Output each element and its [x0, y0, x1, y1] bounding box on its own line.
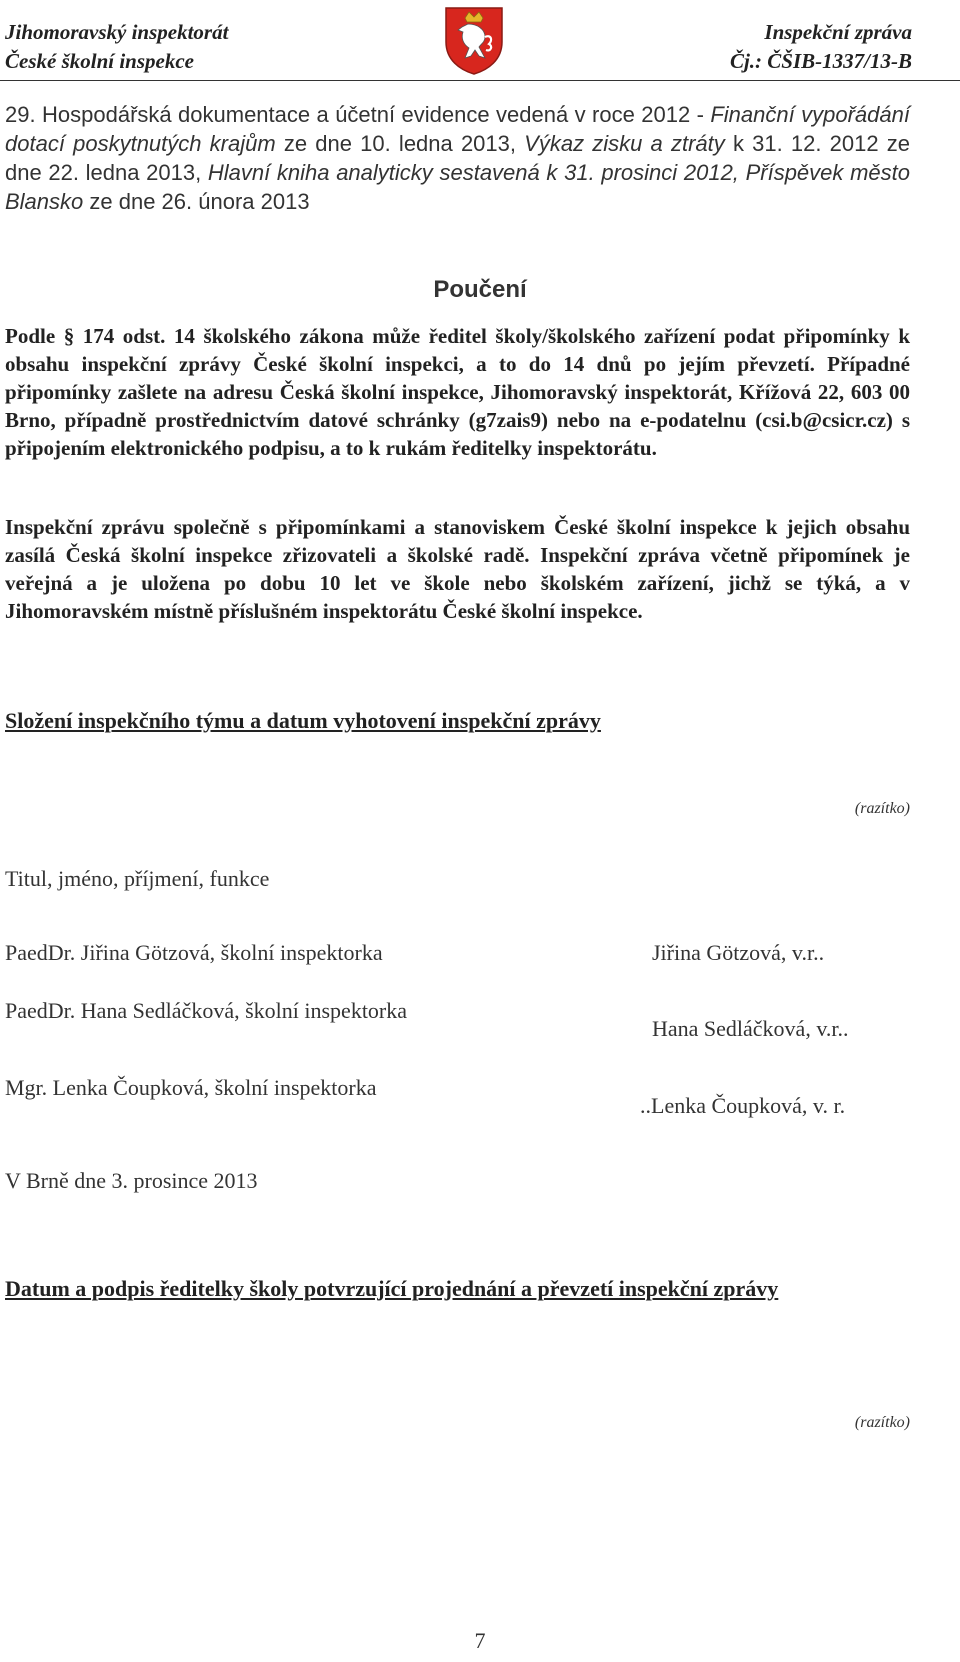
- page-number: 7: [474, 1628, 486, 1653]
- header-divider: [0, 80, 960, 81]
- item-text: k 31. 12. 2012 ze dne 22. ledna 2013,: [5, 131, 910, 185]
- pouceni-paragraph-1: Podle § 174 odst. 14 školského zákona může ředitel školy/školského zařízení podat připomínky k obsahu inspekční zprávy České školní inspekci, a to do 14 dnů po jejím převzetí. Případné připomínky zašlete na adresu Česká školní inspekce, Jihomoravský inspektorát, Křížová 22, 603 00 Brno, případně prostřednictvím datové schránky (g7zais9) nebo na e-podatelnu (csi.b@csicr.cz) s připojením elektronického podpisu, a to k rukám ředitelky inspektorátu.: [5, 324, 910, 460]
- member-signature: Hana Sedláčková, v.r..: [652, 1016, 849, 1041]
- item-text: ze dne 26. února 2013: [83, 189, 310, 214]
- document-type: Inspekční zpráva: [764, 20, 912, 44]
- header-left: [5, 18, 228, 76]
- section-title-pouceni: Poučení: [433, 276, 527, 303]
- item-italic: Finanční vypořádání dotací poskytnutých krajům: [5, 102, 910, 156]
- member-signature: Jiřina Götzová, v.r..: [652, 940, 825, 965]
- item-italic: Výkaz zisku a ztráty: [524, 131, 725, 156]
- inspectorate-name: Jihomoravský inspektorát: [5, 20, 229, 44]
- team-column-label: Titul, jméno, příjmení, funkce: [5, 866, 270, 891]
- item-italic: Hlavní kniha analyticky sestavená k 31. prosinci 2012, Příspěvek město Blansko: [5, 160, 910, 214]
- member-name: PaedDr. Hana Sedláčková, školní inspektorka: [5, 998, 408, 1023]
- header-right: [730, 18, 912, 76]
- member-name: PaedDr. Jiřina Götzová, školní inspektorka: [5, 940, 383, 965]
- member-signature: ..Lenka Čoupková, v. r.: [640, 1093, 846, 1118]
- team-section-heading: Složení inspekčního týmu a datum vyhotovení inspekční zprávy: [5, 708, 601, 733]
- member-name: Mgr. Lenka Čoupková, školní inspektorka: [5, 1075, 377, 1100]
- czech-coat-of-arms-icon: [441, 4, 507, 76]
- pouceni-paragraph-2: Inspekční zprávu společně s připomínkami a stanoviskem České školní inspekce k jejich obsahu zasílá Česká školní inspekce zřizovateli a školské radě. Inspekční zpráva včetně připomínek je veřejná a je uložena po dobu 10 let ve škole nebo školském zařízení, jichž se týká, a v Jihomoravském místně příslušném inspektorátu České školní inspekce.: [5, 515, 910, 623]
- director-section-heading: Datum a podpis ředitelky školy potvrzující projednání a převzetí inspekční zprávy: [5, 1276, 779, 1301]
- institution-name: České školní inspekce: [5, 49, 194, 73]
- item-text: 29. Hospodářská dokumentace a účetní evidence vedená v roce 2012 -: [5, 102, 711, 127]
- stamp-placeholder-director: (razítko): [854, 1414, 910, 1431]
- place-and-date: V Brně dne 3. prosince 2013: [5, 1168, 258, 1193]
- reference-number: Čj.: ČŠIB-1337/13-B: [729, 49, 912, 73]
- stamp-placeholder-team: (razítko): [854, 800, 910, 817]
- document-list-item-29: [5, 100, 910, 216]
- item-text: ze dne 10. ledna 2013,: [275, 131, 525, 156]
